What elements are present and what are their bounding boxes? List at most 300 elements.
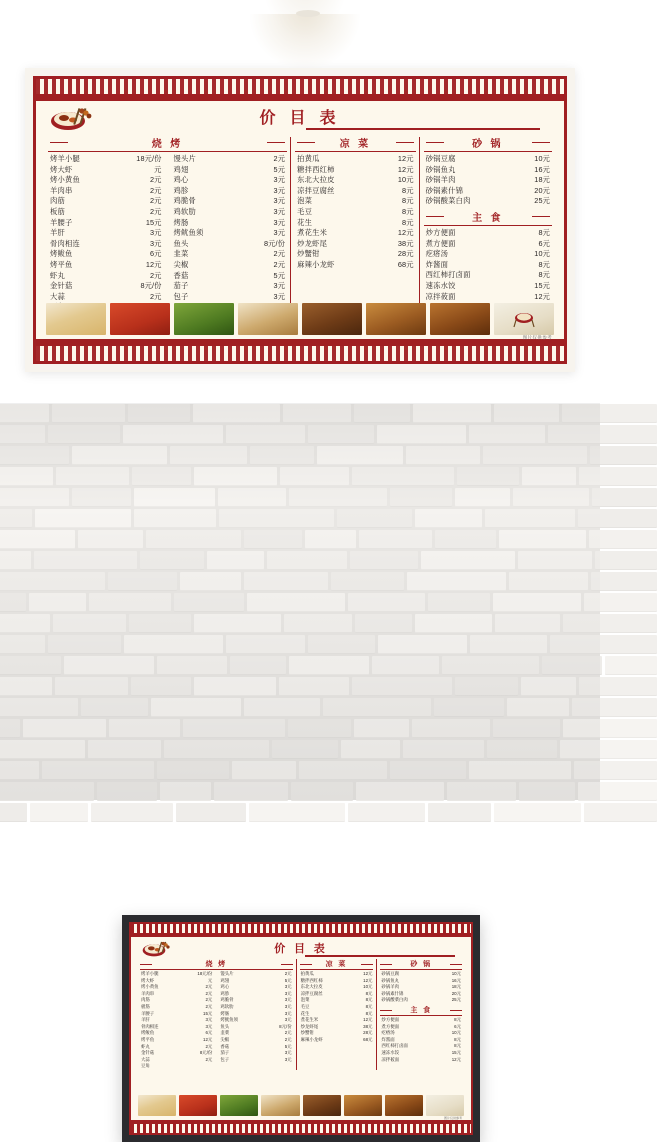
brick	[140, 551, 205, 570]
brick	[267, 551, 346, 570]
photo-grill-rack	[430, 303, 490, 335]
section-title-casserole: 砂 锅	[420, 135, 556, 151]
brick-row	[0, 467, 660, 488]
brick	[0, 404, 49, 423]
poster-canvas	[33, 76, 567, 364]
brick	[428, 593, 490, 612]
list-item: 砂锅豆腐 10元	[425, 154, 551, 163]
brick	[157, 761, 229, 780]
brick	[412, 719, 491, 738]
lamp-glow	[250, 14, 360, 69]
brick	[232, 761, 296, 780]
list-item: 花生 8元	[300, 1010, 373, 1016]
brick	[518, 551, 593, 570]
list-item: 馒头片 2元	[173, 154, 286, 163]
mini-section-casserole-staple	[377, 959, 465, 1070]
brick	[30, 803, 88, 822]
brick	[244, 698, 321, 717]
brick	[97, 782, 156, 801]
brick	[72, 446, 168, 465]
brick	[244, 572, 328, 591]
mini-page-title: 价 目 表	[274, 943, 328, 955]
brick	[442, 656, 539, 675]
brick	[354, 404, 410, 423]
list-item: 鸡胗 3元	[173, 185, 286, 195]
brick	[509, 572, 588, 591]
brick	[174, 593, 244, 612]
photo-charcoal-grill	[494, 303, 554, 335]
photo-green-vegetable	[174, 303, 234, 335]
brick	[157, 656, 227, 675]
mini-watermark-text: 图片仅供参考	[443, 1116, 462, 1120]
brick	[0, 656, 61, 675]
brick	[129, 614, 191, 633]
brick	[350, 551, 418, 570]
list-item: 砂锅豆腐 10元	[381, 971, 461, 976]
brick	[247, 593, 345, 612]
brick	[289, 488, 387, 507]
list-item: 金针菇 8元/份	[50, 281, 162, 291]
list-item: 煮方便面 6元	[381, 1023, 461, 1029]
brick	[493, 719, 560, 738]
brick	[435, 530, 497, 549]
photo-meat-skewers	[303, 1095, 341, 1116]
list-item: 尖椒 2元	[173, 259, 286, 269]
top-scene	[0, 0, 600, 404]
brick	[78, 530, 143, 549]
brick	[0, 698, 78, 717]
list-item: 羊腰子 15元	[141, 1010, 213, 1016]
list-item: 茄子 3元	[220, 1050, 292, 1056]
mini-menu-columns	[137, 958, 465, 1070]
brick	[299, 761, 387, 780]
brick	[283, 404, 351, 423]
brick-row	[0, 803, 660, 824]
brick	[151, 698, 241, 717]
mini-bottom-line	[131, 1120, 471, 1124]
brick	[522, 467, 576, 486]
list-item: 炒方便面 8元	[425, 227, 551, 237]
brick	[48, 425, 120, 444]
brick	[377, 425, 467, 444]
mini-top-line	[131, 933, 471, 937]
framed-poster-canvas	[129, 922, 473, 1135]
list-item: 烤肠 3元	[173, 217, 286, 227]
photo-grilled-fish	[238, 303, 298, 335]
brick-row	[0, 656, 660, 677]
list-item: 板筋 2元	[141, 1003, 213, 1009]
brick	[470, 635, 546, 654]
mini-bbq-left-list	[137, 971, 216, 1070]
brick	[146, 530, 241, 549]
brick-row	[0, 677, 660, 698]
list-item: 东北大拉皮 10元	[297, 175, 414, 185]
brick	[170, 446, 247, 465]
brick	[354, 719, 409, 738]
brick	[288, 719, 351, 738]
photo-grilled-fish	[261, 1095, 299, 1116]
brick	[0, 761, 39, 780]
brick	[132, 467, 191, 486]
list-item: 鸡软肋 3元	[173, 206, 286, 216]
list-item: 肉筋 2元	[50, 196, 162, 206]
brick	[390, 488, 452, 507]
brick-row	[0, 425, 660, 446]
list-item: 烤鲅鱼 6元	[50, 249, 162, 259]
list-item: 烤鱿鱼须 3元	[173, 228, 286, 238]
brick	[0, 635, 45, 654]
list-item: 韭菜 2元	[220, 1030, 292, 1036]
brick	[348, 803, 425, 822]
brick	[317, 446, 403, 465]
list-item: 拍黄瓜 12元	[297, 154, 414, 163]
brick	[542, 656, 602, 675]
brick	[323, 698, 431, 717]
brick	[562, 404, 657, 423]
bottom-decor-band	[36, 346, 564, 361]
list-item: 烤肠 3元	[220, 1010, 292, 1016]
brick	[0, 593, 26, 612]
section-cold-dishes	[291, 135, 420, 313]
brick	[560, 740, 657, 759]
brick	[180, 572, 241, 591]
brick	[289, 656, 369, 675]
brick-row	[0, 488, 660, 509]
list-item: 炒龙虾尾 38元	[300, 1023, 373, 1029]
mini-section-title-casserole: 砂 锅	[377, 959, 465, 969]
brick	[0, 467, 53, 486]
list-item: 鸡胗 3元	[220, 990, 292, 996]
list-item: 鸡脆骨 3元	[173, 196, 286, 206]
list-item: 速冻水饺 15元	[381, 1049, 461, 1055]
brick-row	[0, 614, 660, 635]
brick	[214, 782, 288, 801]
list-item: 鸡心 3元	[173, 175, 286, 185]
brick	[279, 677, 349, 696]
brick	[0, 677, 52, 696]
list-item: 金针菇 8元/份	[141, 1050, 213, 1056]
brick	[595, 551, 657, 570]
brick	[372, 656, 439, 675]
brick	[108, 572, 177, 591]
brick	[574, 761, 657, 780]
casserole-list	[420, 154, 556, 207]
list-item: 鸡翅 5元	[220, 977, 292, 983]
list-item: 炒方便面 8元	[381, 1016, 461, 1022]
brick	[250, 446, 314, 465]
section-title-staple: 主 食	[420, 209, 556, 225]
list-item: 凉拌豆腐丝 8元	[297, 185, 414, 195]
list-item: 炒蟹钳 28元	[300, 1030, 373, 1036]
brick	[128, 404, 190, 423]
mini-rule-cold	[300, 969, 374, 970]
brick	[519, 782, 575, 801]
brick-row	[0, 740, 660, 761]
list-item: 烤小黄鱼 2元	[141, 984, 213, 990]
list-item: 大蒜 2元	[50, 291, 162, 301]
brick	[0, 614, 50, 633]
list-item: 速冻水饺 15元	[425, 280, 551, 290]
photo-bbq-plate	[344, 1095, 382, 1116]
brick	[578, 782, 657, 801]
title-underline	[306, 128, 540, 130]
brick	[35, 509, 131, 528]
list-item: 炒蟹钳 28元	[297, 249, 414, 259]
section-casserole-staple	[420, 135, 556, 313]
list-item: 糖拌西红柿 12元	[297, 164, 414, 174]
mini-section-cold	[296, 959, 378, 1070]
brick	[272, 740, 339, 759]
list-item: 麻辣小龙虾 68元	[300, 1036, 373, 1042]
list-item: 烤小黄鱼 2元	[50, 175, 162, 185]
brick	[0, 740, 85, 759]
mini-section-title-bbq: 烧 烤	[137, 959, 296, 969]
list-item: 鸡软肋 3元	[220, 1003, 292, 1009]
photo-bbq-plate	[366, 303, 426, 335]
mini-rule-casserole	[380, 969, 462, 970]
brick	[81, 698, 148, 717]
brick	[291, 782, 354, 801]
brick	[123, 425, 223, 444]
list-item: 羊肝 3元	[141, 1017, 213, 1023]
brick	[331, 572, 404, 591]
list-item: 茄子 3元	[173, 281, 286, 291]
section-rule-casserole	[424, 151, 552, 152]
brick	[89, 593, 171, 612]
list-item: 砂锅素什锦 20元	[381, 990, 461, 996]
list-item: 拍黄瓜 12元	[300, 971, 373, 976]
brick	[226, 425, 305, 444]
photo-skewers	[46, 303, 106, 335]
brick	[280, 467, 349, 486]
list-item: 泡菜 8元	[297, 196, 414, 206]
list-item: 烤大虾 元	[50, 164, 162, 174]
brick-wall-scene	[0, 404, 600, 1120]
mini-photo-strip	[138, 1095, 464, 1116]
list-item: 鸡心 3元	[220, 984, 292, 990]
brick	[406, 446, 480, 465]
mini-top-band	[131, 924, 471, 933]
mini-rule-bbq	[140, 969, 293, 970]
brick	[495, 614, 560, 633]
list-item: 肉筋 2元	[141, 997, 213, 1003]
list-item: 烤大虾 元	[141, 977, 213, 983]
brick-row	[0, 782, 660, 803]
brick	[230, 656, 287, 675]
list-item: 包子 3元	[173, 291, 286, 301]
brick-row	[0, 551, 660, 572]
brick	[550, 635, 657, 654]
brick	[455, 488, 509, 507]
brick	[194, 614, 280, 633]
mini-section-title-staple: 主 食	[377, 1005, 465, 1015]
mini-cold-list	[297, 971, 377, 1044]
brick	[249, 803, 346, 822]
brick	[378, 635, 467, 654]
brick	[415, 614, 492, 633]
list-item: 板筋 2元	[50, 206, 162, 216]
photo-crayfish	[179, 1095, 217, 1116]
brick	[563, 719, 657, 738]
brick	[160, 782, 211, 801]
brick	[428, 803, 491, 822]
watermark-text: 图片仅供参考	[522, 335, 552, 340]
brick	[23, 719, 107, 738]
list-item: 虾丸 2元	[141, 1043, 213, 1049]
list-item: 煮方便面 6元	[425, 238, 551, 248]
brick	[134, 488, 215, 507]
page-title: 价 目 表	[259, 110, 341, 127]
brick	[0, 719, 20, 738]
brick	[590, 446, 657, 465]
brick	[88, 740, 161, 759]
brick	[434, 698, 504, 717]
list-item: 烤平鱼 12元	[50, 259, 162, 269]
brick	[563, 614, 657, 633]
top-decor-band	[36, 79, 564, 94]
framed-poster	[122, 915, 480, 1142]
brick	[485, 509, 576, 528]
brick	[109, 719, 179, 738]
list-item: 豆角	[141, 1063, 150, 1069]
list-item: 大蒜 2元	[141, 1056, 213, 1062]
list-item: 鸡脆骨 3元	[220, 997, 292, 1003]
brick	[308, 635, 375, 654]
charcoal-grill-icon	[511, 309, 537, 329]
brick	[447, 782, 516, 801]
list-item: 炸酱面 8元	[381, 1036, 461, 1042]
list-item: 鸡翅 5元	[173, 164, 286, 174]
brick	[584, 803, 657, 822]
list-item: 砂锅酸菜白肉 25元	[425, 196, 551, 206]
mini-section-title-cold: 凉 菜	[297, 959, 377, 969]
staple-list	[420, 228, 556, 302]
section-bbq	[44, 135, 291, 313]
brick	[34, 551, 136, 570]
list-item: 疙瘩汤 10元	[425, 249, 551, 259]
list-item: 炸酱面 8元	[425, 259, 551, 269]
photo-green-vegetable	[220, 1095, 258, 1116]
list-item: 泡菜 8元	[300, 997, 373, 1003]
list-item: 香菇 5元	[173, 270, 286, 280]
bottom-decor-line	[36, 339, 564, 346]
brick	[124, 635, 223, 654]
brick	[355, 614, 412, 633]
list-item: 凉拌莜面 12元	[381, 1056, 461, 1062]
mini-rule-staple	[380, 1015, 462, 1016]
list-item: 鱼头 8元/份	[220, 1023, 292, 1029]
brick	[415, 509, 481, 528]
brick	[164, 740, 269, 759]
brick-row	[0, 404, 660, 425]
list-item: 羊肉串 2元	[50, 185, 162, 195]
brick	[193, 404, 280, 423]
brick-row	[0, 761, 660, 782]
mini-staple-list	[377, 1017, 465, 1063]
list-item: 香菇 5元	[220, 1043, 292, 1049]
list-item: 东北大拉皮 10元	[300, 984, 373, 990]
brick	[341, 740, 399, 759]
photo-meat-skewers	[302, 303, 362, 335]
list-item: 骨肉相连 3元	[141, 1023, 213, 1029]
mini-header	[137, 940, 465, 958]
brick	[244, 530, 302, 549]
mini-title-underline	[305, 955, 455, 957]
list-item: 凉拌豆腐丝 8元	[300, 990, 373, 996]
list-item: 馒头片 2元	[220, 971, 292, 976]
photo-grill-rack	[385, 1095, 423, 1116]
brick	[42, 761, 153, 780]
brick	[493, 593, 580, 612]
brick	[578, 509, 657, 528]
mini-section-bbq	[137, 959, 296, 1070]
photo-skewers	[138, 1095, 176, 1116]
brick	[0, 530, 75, 549]
section-title-cold: 凉 菜	[291, 135, 420, 151]
brick	[0, 782, 94, 801]
top-decor-line	[36, 94, 564, 101]
brick	[352, 467, 453, 486]
brick	[207, 551, 264, 570]
brick	[469, 761, 572, 780]
list-item: 烤鱿鱼须 3元	[220, 1017, 292, 1023]
list-item: 凉拌莜面 12元	[425, 291, 551, 301]
photo-charcoal-grill	[426, 1095, 464, 1116]
brick	[352, 677, 452, 696]
brick	[218, 488, 286, 507]
list-item: 烤羊小腿 18元/份	[141, 971, 213, 976]
brick	[29, 593, 86, 612]
brick	[131, 677, 191, 696]
brick	[72, 488, 131, 507]
brick	[56, 467, 129, 486]
list-item: 砂锅素什锦 20元	[425, 185, 551, 195]
list-item: 毛豆 8元	[297, 206, 414, 216]
list-item: 毛豆 8元	[300, 1003, 373, 1009]
brick	[572, 698, 657, 717]
list-item: 砂锅鱼丸 16元	[425, 164, 551, 174]
list-item: 烤平鱼 12元	[141, 1036, 213, 1042]
brick	[219, 509, 334, 528]
list-item: 砂锅酸菜白肉 25元	[381, 997, 461, 1003]
brick-row	[0, 509, 660, 530]
photo-crayfish	[110, 303, 170, 335]
brick-row	[0, 530, 660, 551]
list-item: 羊腰子 15元	[50, 217, 162, 227]
list-item: 骨肉相连 3元	[50, 238, 162, 248]
list-item: 煮花生米 12元	[297, 228, 414, 238]
list-item: 虾丸 2元	[50, 270, 162, 280]
brick	[513, 488, 589, 507]
brick	[589, 530, 657, 549]
cold-list	[291, 154, 420, 271]
brick	[403, 740, 485, 759]
list-item: 尖椒 2元	[220, 1036, 292, 1042]
list-item: 花生 8元	[297, 217, 414, 227]
list-item: 韭菜 2元	[173, 249, 286, 259]
list-item: 西红柿打卤面 8元	[425, 270, 551, 280]
list-item: 砂锅羊肉 18元	[425, 175, 551, 185]
list-item: 羊肝 3元	[50, 228, 162, 238]
section-rule-bbq	[48, 151, 287, 152]
bbq-right-list	[168, 154, 292, 302]
brick	[183, 719, 285, 738]
section-rule-staple	[424, 225, 552, 226]
brick	[0, 551, 31, 570]
list-item: 西红柿打卤面 8元	[381, 1043, 461, 1049]
brick-row	[0, 719, 660, 740]
photo-strip	[46, 303, 554, 335]
